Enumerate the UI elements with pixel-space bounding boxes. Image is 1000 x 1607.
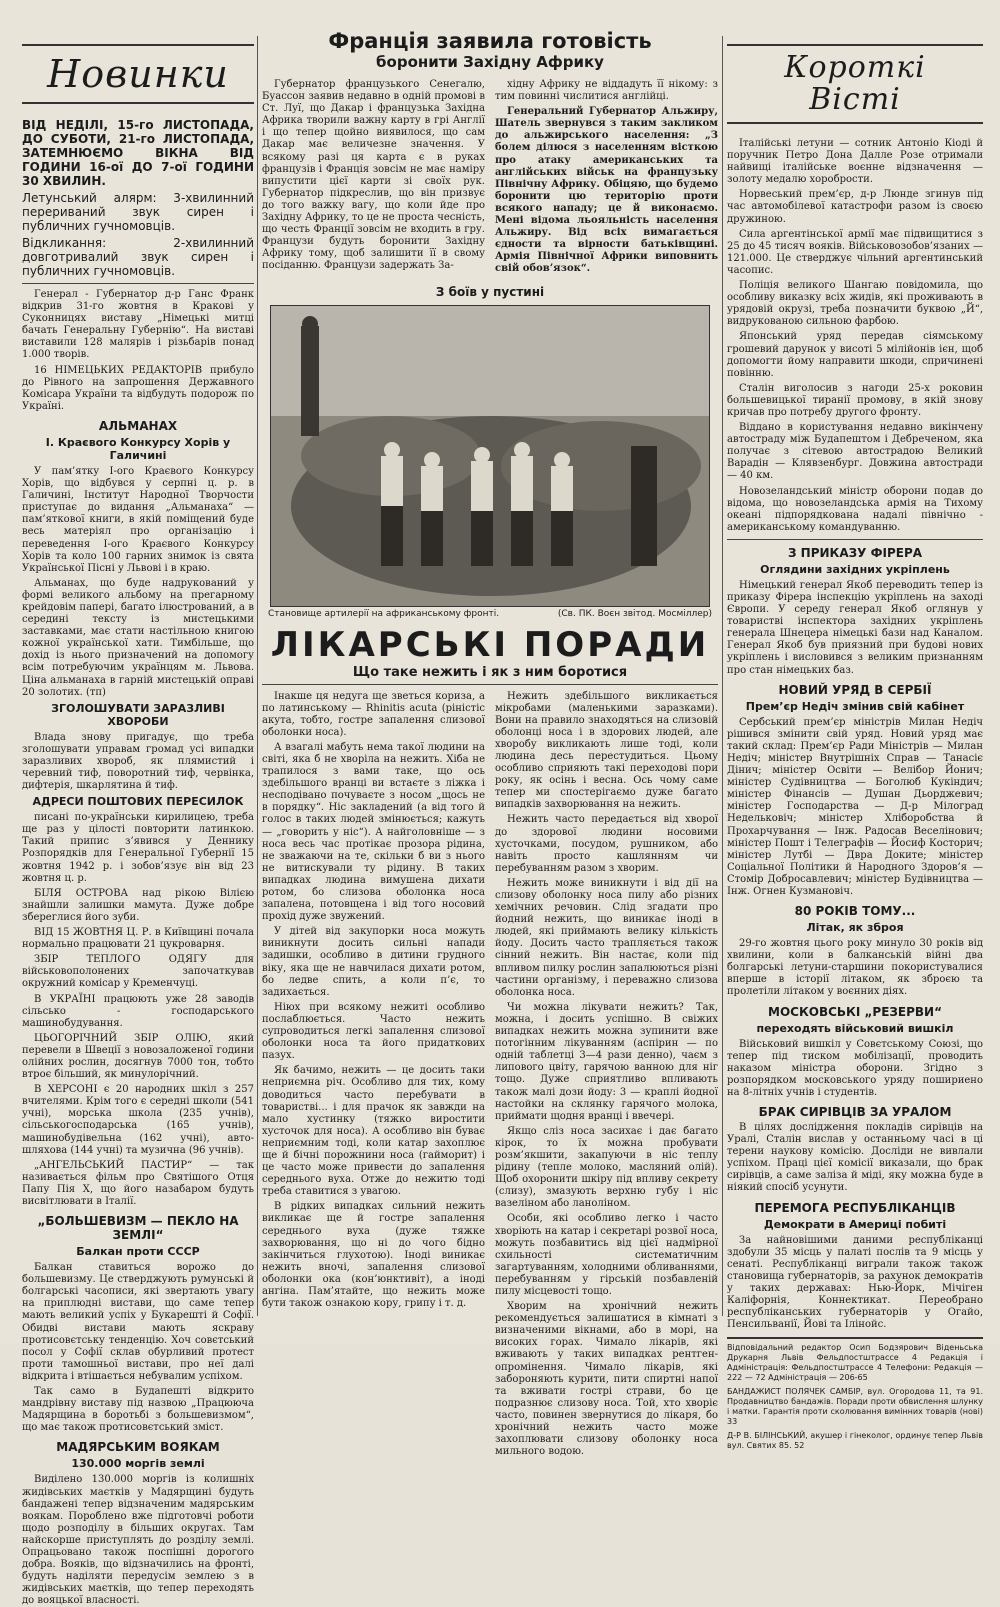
article-paragraph: У пам’ятку І-ого Краєвого Конкурсу Хорів, що відбувся у серпні ц. р. в Галичині, Інститут Народної Творчости приступає до видання „Альманаха“ — пам’яткової книги, в якій поміщений буде весь матеріял про організацію і переведення І-ого Краєвого Конкурсу Хорів та коло 100 гарних знимок із свята Української Пісні у Львові і в краю. <box>22 465 254 574</box>
address-title: АДРЕСИ ПОШТОВИХ ПЕРЕСИЛОК <box>32 795 244 809</box>
photo-title: З боїв у пустині <box>435 284 545 299</box>
news-item: Сила аргентінської армії має підвищитися з 25 до 45 тисяч вояків. Військовозобов’язаних — 121.000. Це стверджує чільний аргентинський часопис. <box>727 228 983 276</box>
article-paragraph: Губернатор французького Сенегалю, Буассон заявив недавно в одній промові в Ст. Луї, що Дакар і французька Західна Африка творили важну карту в грі Англії і що тепер щойно виявилося, що сам Дакар має величезне значення. У всякому разі ця карта є в руках французів і Франція зовсім не має наміру випустити цієї карти зі своїх рук. Губернатор підкреслив, що він призвує до того важку вагу, що коли йде про Західну Африку, то це не проста чесність, що честь Франції зовсім не входить в гру. Французи будуть боронити Західну Африку тому, щоб залишити її в свому посіданню. Французи задержать За- <box>262 79 486 272</box>
moscow-title: МОСКОВСЬКІ „РЕЗЕРВИ“ <box>768 1004 942 1019</box>
medical-article <box>262 691 718 1462</box>
article-paragraph: Балкан ставиться ворожо до большевизму. Це стверджують румунські й болгарські часописи, які звертають увагу на приплюдні вистави, що саме тепер мають великий успіх у Букарешті й Софії. Обидві вистави мають яскраву протисовєтську тенденцію. Хоч совєтський посол у Софії склав обурливий протест проти тамошньої вистави, про неї далі відкрита і втішається небувалим успіхом. <box>22 1262 254 1382</box>
column-divider <box>257 36 258 1316</box>
column-divider <box>722 36 723 1316</box>
caption-credit: (Св. ПК. Воєн звітод. Мосміллер) <box>557 608 712 619</box>
article-paragraph: За найновішими даними республіканці здобули 35 місць у палаті послів та 9 місць у сенаті. Республіканці виграли також також становища губернаторів, за рахунок демократів у таких державах: Нью-Йорк, Мічіген Каліфорнія, Коннектикат. Переобрано республіканських губернаторів у Огайо, Пенсильванії, Йові та Ілінойс. <box>727 1234 983 1331</box>
bolshevism-subtitle: Балкан проти СССР <box>76 1245 200 1259</box>
article-paragraph: Інакше ця недуга ще зветься кориза, а по латинському — Rhinitis acuta (ріністіс акута, тобто, гостре запалення слизової оболонки носа). <box>262 690 485 738</box>
article-paragraph: Якщо сліз носа засихає і дає багато кірок, то їх можна пробувати розм’якшити, закапуючи в ніс теплу рідину (тепле молоко, масляний олій). Щоб охоронити шкіру під впливу секрету (слизу), змазують верхню губу і ніс вазеліном або ланоліном. <box>495 1125 718 1210</box>
news-item: Норвеський прем’єр, д-р Люнде згинув під час автомобілевої катастрофи разом із своєю дружиною. <box>727 189 983 225</box>
bolshevism-title: „БОЛЬШЕВИЗМ — ПЕКЛО НА ЗЕМЛІ“ <box>37 1214 239 1243</box>
article-paragraph: писані по-українськи кирилицею, треба ще раз у цілості повторити латинкою. Такий припис з’явився у Деннику Розпорядків для Генеральної Губернії 15 жовтня 1942 р. і зобов’язує він від 23 жовтня ц. р. <box>22 812 254 884</box>
divider <box>22 283 254 284</box>
headline-title: Франція заявила готовість <box>328 29 652 53</box>
article-paragraph: Військовий вишкіл у Совєтському Союзі, що тепер під тиском мобілізації, проводить наказом міністра оборони. Згідно з розпорядком московського уряду пошириено на 8-літніх учнів і студентів. <box>727 1038 983 1098</box>
left-column <box>22 30 254 1607</box>
right-column <box>727 30 983 1451</box>
masthead-line-2: Вісті <box>809 82 901 117</box>
article-paragraph: Генеральний Губернатор Альжиру, Шатель звернувся з таким закликом до альжирського населення: „З болем ділюся з населенням вісткою про атаку американських та англійських військ на французьку Північну Африку. Обіцяю, що будемо боронити цю територію проти всякого нападу; це й виконаємо. Мені відома льояльність населення Альжиру. Від всіх вимагається єдности та вірности батьківщині. Армія Північної Африки виповнить свій обов’язок“. <box>495 106 718 275</box>
article-paragraph: Виділено 130.000 моргів із колишніх жидівських маєтків у Мадярщині будуть бандажені тепер відзначеним мадярським воякам. Поробленo вже підготовчі роботи щодо розподілу в більших округах. Там найскорше приступлять до розділу землі. Опрацьовано також поспішні дорогого добра. Вояків, що відзначились на фронті, будуть наділяти передусім землею з в жидівських маєтків, що тепер переходять до вояцької власності. <box>22 1474 254 1607</box>
divider <box>727 539 983 540</box>
news-item: Сталін виголосив з нагоди 25-х роковин большевицької тиранії промову, в якій знову кричав про потребу другого фронту. <box>727 382 983 418</box>
desert-artillery-photo <box>270 305 710 607</box>
article-paragraph: Особи, які особливо легко і часто хворіють на катар і секретарі розвої носа, можуть позбавитись від цієї надмірної схильності систематичним загартуванням, холодними обливаннями, перебуванням у гірській позбавленій пилу місцевості тощо. <box>495 1213 718 1297</box>
photo-image <box>271 306 709 606</box>
medical-subtitle: Що таке нежить і як з ним боротися <box>262 665 718 685</box>
news-item: ВІД 15 ЖОВТНЯ Ц. Р. в Київщині почала нормально працювати 21 цукроварня. <box>22 927 254 951</box>
advert: БАНДАЖИСТ ПОЛЯЧЕК САМБІР, вул. Огородова 11, та 91. Продавництво бандажів. Поради проти обвислення шлунку і матки. Гарантія проти сколювання вимінних товарів (нові) 33 <box>727 1387 983 1427</box>
news-item: 16 НІМЕЦЬКИХ РЕДАКТОРІВ прибуло до Рівного на запрошення Державного Комісара України та відбудуть подорож по Україні. <box>22 364 254 412</box>
news-item: Італійські летуни — сотник Антоніо Кіоді й поручник Петро Дона Далле Розе отримали найвищі італійське воєнне відзначення — золоту медалю хоробрости. <box>727 138 983 186</box>
serbia-title: НОВИЙ УРЯД В СЕРБІЇ <box>778 682 932 697</box>
moscow-subtitle: переходять військовий вишкіл <box>756 1021 954 1035</box>
years-title: 80 РОКІВ ТОМУ... <box>794 904 916 919</box>
photo-caption <box>268 609 712 619</box>
years-subtitle: Літак, як зброя <box>806 921 904 935</box>
article-paragraph: Сербський прем’єр міністрів Милан Недіч рішився змінити свій уряд. Новий уряд має такий склад: Прем’єр Ради Міністрів — Милан Недіч; міністер Внутрішніх Справ — Танасіє Дінич; міністер Освіти — Велібор Йонич; міністер Судівництва — Боголюб Кукіндич; міністер Фінансів — Душан Дьорджевич; міністер Господарства — Д-р Мілоград Недельковіч; міністер Хліборобства й Прохарчування — Інж. Радосав Веселінович; міністер Пошт і Телеграфів — Йосиф Косторич; міністер Лутбі — Двра Доките; міністер Соціальної Політики й Народного Здоров’я — Стомір Добросавлевич; міністер Будівництва — Інж. Огнен Кузмановіч. <box>727 716 983 897</box>
caption-text: Становище артилерії на африканському фронті. <box>268 608 500 619</box>
air-alarm: Летунський алярм: 3-хвилинний перериваний звук сирен і публичних гучномовців. <box>22 191 254 233</box>
news-item: В УКРАЇНІ працюють уже 28 заводів сільсько - господарського машинобудування. <box>22 993 254 1029</box>
almanac-subtitle: І. Краєвого Конкурсу Хорів у Галичині <box>45 435 231 462</box>
news-item: ЗБІР ТЕПЛОГО ОДЯГУ для військовополонених започаткував окружний комісар у Кременчуці. <box>22 954 254 990</box>
medical-title: ЛІКАРСЬКІ ПОРАДИ <box>270 624 710 665</box>
article-paragraph: Альманах, що буде надрукований у формі великого альбому на прегарному крейдовім папері, багато ілюстрований, а в середині тексту із мистецькими заставками, має стати настільною книгою кожної української хати. Тимбільше, що дохід із нього призначений на допомогу всім потребуючим українцям м. Львова. Ціна альманаха в гарній мистецькій оправі 20 золотих. (тп) <box>22 577 254 698</box>
news-item: Японський уряд передав сіямському грошевий дарунок у висоті 5 мілійонів ієн, щоб допомогти йому направити шкоди, спричинені повінню. <box>727 331 983 379</box>
article-paragraph: Хворим на хронічний нежить рекомендується залишатися в кімнаті з визначеними вікнами, або в морі, на високих горах. Чимало лікарів, які вживають у таких випадках рентген-опромінення. Чимало лікарів, які забороняють курити, пити спиртні напої та вживати гострі страви, бо це подразнює слизову носа. Той, хто хворіє часто, повинен звернутися до лікаря, бо хронічний нежить часто може захоплювати слизову оболонку носа мильного водою. <box>495 1301 718 1458</box>
fuhrer-title: З ПРИКАЗУ ФІРЕРА <box>787 545 923 560</box>
news-item: „АНГЕЛЬСЬКИЙ ПАСТИР“ — так називається фільм про Святішого Отця Папу Пія X, що його назабаром будуть висвітлювати в Італії. <box>22 1159 254 1207</box>
blackout-times: ВІД НЕДІЛІ, 15-го ЛИСТОПАДА, ДО СУБОТИ, 21-го ЛИСТОПАДА, ЗАТЕМНЮЄМО ВІКНА ВІД ГОДИНИ 16-ої ДО 7-ої ГОДИНИ 30 ХВИЛИН. <box>22 118 254 188</box>
article-paragraph: Нежить може виникнути і від дії на слизову оболонку носа пилу або різних хемічних речовин. Слід згадати про йодний нежить, що виникає іноді в людей, які приймають велику кількість йоду. Досить часто трапляється також сінний нежить. Він настає, коли під впливом пилку рослин запалюються різні частини організму, і переважно слизова оболонка носа. <box>495 877 718 998</box>
news-item: Поліція великого Шангаю повідомила, що особливу виказку всіх жидів, які проживають в урядовій окрузі, треба позначити буквою „Й“, видрукованою сильною фарбою. <box>727 280 983 328</box>
magyar-subtitle: 130.000 моргів землі <box>71 1457 205 1471</box>
news-item: В ХЕРСОНІ є 20 народних шкіл з 257 вчителями. Крім того є середні школи (541 учні), морська школа (235 учнів), сільськогосподарська (165 учнів), машинобудівельна (162 учні), авто-шляхова (144 учні) та музична (96 учнів). <box>22 1084 254 1156</box>
all-clear: Відкликання: 2-хвилинний довготривалий звук сирен і публичних гучномовців. <box>22 236 254 278</box>
masthead-line-1: Короткі <box>784 50 926 85</box>
article-paragraph: Чи можна лікувати нежить? Так, можна, і досить успішно. В свіжих випадках нежить можна зупинити вже потогінним лікуванням (аспірин — по одній таблетці 3—4 рази денно), чаєм з липового цвіту, гарячою ванною для ніг тощо. Дуже сприятливо впливають також малі дози йоду: 3 — краплі йодної настойки на склянку гарячого молока, приймати щодня вранці і ввечері. <box>495 1001 718 1122</box>
article-paragraph: Ніюх при всякому нежиті особливо послаблюється. Часто нежить супроводиться легкі запалення слизової оболонки носа та його придаткових пазух. <box>262 1001 485 1062</box>
almanac-title: АЛЬМАНАХ <box>98 418 178 433</box>
article-paragraph: Як бачимо, нежить — це досить таки неприємна річ. Особливо для тих, кому доводиться часто перебувати в товаристві... і для прачок як завжди на мало хустинку (тяжко виростити хусточок для носа). А особливо він буває неприємним тоді, коли катар захоплює ще й бічні порожнини носа (гайморит) і це часто може привести до запалення середнього вуха. Отже до нежитю тоді треба ставитися з увагою. <box>262 1065 485 1198</box>
blackout-notice <box>22 118 254 278</box>
africa-article <box>262 79 718 279</box>
article-paragraph: В цілях дослідження покладів сирівців на Уралі, Сталін вислав у останньому часі в ці терени наукову комісію. Досліди не вивлали успіхом. Праці цієї комісії виказали, що брак сирівців, а саме заліза й міді, яку можна буде в ніякий спосіб усунути. <box>727 1122 983 1194</box>
article-paragraph: Влада знову пригадує, що треба зголошувати управам громад усі випадки заразливих хвороб, як плямистий і черевний тиф, поворотний тиф, червінка, дифтерія, шкарлятина й тиф. <box>22 731 254 792</box>
magyar-title: МАДЯРСЬКИМ ВОЯКАМ <box>56 1440 220 1455</box>
article-paragraph: Нежить здебільшого викликається мікробами (маленькими заразками). Вони на правило знаходяться на слизовій оболонці носа і в здорових людей, але хворобу викликають лише тоді, коли людина десь перестудиться. Цьому особливо сприяють такі переходові пори року, як осінь і весна. Ось чому саме тепер ми спостерігаємо дуже багато випадків захворювання на нежить. <box>495 690 718 811</box>
article-paragraph: 29-го жовтня цього року минуло 30 років від хвилини, коли в балканській війні два болгарські летуни-старшини покористувалися вперше в історії літаком, як зброєю та пролетіли літаком у воєнних діях. <box>727 938 983 998</box>
serbia-subtitle: Прем’єр Недіч змінив свій кабінет <box>745 699 965 713</box>
fuhrer-subtitle: Оглядини західних укріплень <box>760 562 950 576</box>
republican-title: ПЕРЕМОГА РЕСПУБЛІКАНЦІВ <box>754 1200 956 1215</box>
headline-subtitle: боронити Західну Африку <box>376 53 604 71</box>
article-paragraph: Німецький генерал Якоб переводить тепер із приказу Фірера інспекцію укріплень на заході Європи. У середу генерал Якоб оглянув у товаристві інспектора західних укріплень генерала Шнецера німецькі бази над Каналом. Генерал Якоб був приязний при будові нових укріплень і висловився з великим признанням про стан німецьких баз. <box>727 579 983 676</box>
article-paragraph: Так само в Будапешті відкрито мандрівну виставу під назвою „Працююча Мадярщина в боротьбі з большевизмом“, що має також протисовєтський зміст. <box>22 1386 254 1434</box>
raw-materials-title: БРАК СИРІВЦІВ ЗА УРАЛОМ <box>758 1105 952 1119</box>
news-item: ЦЬОГОРІЧНИЙ ЗБІР ОЛІЮ, який перевели в Швеції з новозаложеної години олійних рослин, досягнув 7000 тон, тобто втроє більший, як минулорічний. <box>22 1032 254 1081</box>
novynky-masthead: Новинки <box>22 44 254 104</box>
news-item: БІЛЯ ОСТРОВА над рікою Вілією знайшли залишки мамута. Дуже добре збереглися його зуби. <box>22 887 254 923</box>
middle-column <box>262 29 718 1458</box>
imprint <box>727 1337 983 1451</box>
article-paragraph: У дітей від закупорки носа можуть виникнути досить сильні напади задишки, особливо в дитини грудного віку, яка ще не навчилася дихати ротом, бо ледве спить, а коли п’є, то задихається. <box>262 926 485 998</box>
editor-imprint: Відповідальний редактор Осип Бодзярович Віденьська Друкарня Львів Фельдпостштрассе 4 Редакція і Адміністрація: Фельдпостштрассе 4 Телефони: Редакція — 222 — 72 Адміністрація — 206-65 <box>727 1343 983 1383</box>
news-item: Генерал - Губернатор д-р Ганс Франк відкрив 31-го жовтня в Кракові у Суконницях виставу „Німецькі митці бачать Генеральну Губернію“. На виставі виставили 128 малярів і різьбарів понад 1.000 творів. <box>22 289 254 361</box>
news-item: Віддано в користування недавно викінчену автостраду між Будапештом і Дебреченом, яка получає з сітевою автострадою Великий Варадін — Клявзенбург. Довжина автостради — 40 км. <box>727 422 983 482</box>
article-paragraph: В рідких випадках сильний нежить викликає ще й гостре запалення середнього вуха (дуже тяжке захворювання, що ні до чого бідно закінчиться глухотою). Іноді виникає нежить вночі, запалення слизової оболонки ока (кон’юнктивіт), а іноді ангіна. Пам’ятайте, що нежить може бути також ознакою кору, грипу і т. д. <box>262 1201 485 1310</box>
article-paragraph: Нежить часто передається від хворої до здорової людини носовими хусточками, посудом, рушником, або навіть просто кашлянням чи перебуванням разом з хворим. <box>495 814 718 874</box>
article-paragraph: А взагалі мабуть нема такої людини на світі, яка б не хворіла на нежить. Хіба не трапилося з вами таке, що ось здебільшого вранці ви встаєте з ліжка і несподівано почуваєте з носом „щось не в порядку“. Ніс закладений (а від того й голос в таких людей змінюється; кажуть — „говорить у ніс“). А найголовніше — з носа весь час протікає прозора рідина, не зважаючи на те, скільки б ви з нього не витискували ту рідину. В таких випадках людина вимушена дихати ротом, бо слизова оболонка носа запалена, потовщена і від того носовий прохід дуже звужений. <box>262 741 485 923</box>
short-news-masthead <box>727 44 983 124</box>
advert: Д-Р В. БІЛІНСЬКИЙ, акушер і гінеколог, ординує тепер Львів вул. Святих 85. 52 <box>727 1431 983 1451</box>
article-paragraph: хідну Африку не віддадуть її нікому: з тим повинні числитися англійці. <box>495 79 718 103</box>
news-item: Новозеландський міністр оборони подав до відома, що новозеландська армія на Тихому океані підпорядкована надалі північно - американському командуванню. <box>727 485 983 533</box>
republican-subtitle: Демократи в Америці побиті <box>763 1217 947 1231</box>
disease-title: ЗГОЛОШУВАТИ ЗАРАЗЛИВІ ХВОРОБИ <box>51 701 225 728</box>
